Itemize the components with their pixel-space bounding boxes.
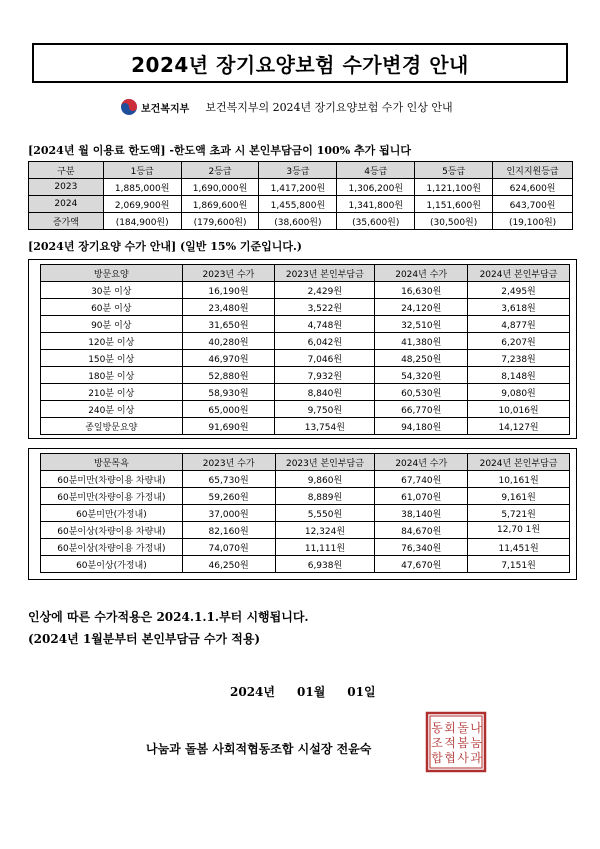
value-cell: 60,530원 [375,384,468,401]
row-label-cell: 60분미만(차량이용 차량내) [41,471,183,488]
value-cell: 1,121,100원 [415,179,493,196]
row-label-cell: 60분이상(차량이용 가정내) [41,539,183,556]
table-row [41,471,570,488]
value-cell: 38,140원 [375,505,468,522]
ministry-logo-text: 보건복지부 [141,103,190,115]
signer-line: 나눔과 돌봄 사회적협동조합 시설장 전윤숙 [146,742,372,756]
value-cell: 74,070원 [182,539,275,556]
value-cell: 8,148원 [468,367,570,384]
column-header: 2024년 수가 [375,265,468,282]
value-cell: 11,451원 [468,539,570,556]
column-header: 2023년 수가 [182,454,275,471]
value-cell: 61,070원 [375,488,468,505]
value-cell: 7,238원 [468,350,570,367]
value-cell: 76,340원 [375,539,468,556]
ministry-header [120,96,453,118]
value-cell: (35,600원) [337,213,415,230]
value-cell: 10,016원 [468,401,570,418]
row-label-cell: 60분미만(가정내) [41,505,183,522]
value-cell: 91,690원 [182,418,275,435]
table-row [41,384,570,401]
value-cell: 1,869,600원 [181,196,259,213]
column-header: 2024년 수가 [375,454,468,471]
visit-care-table [40,264,570,435]
date-month: 01월 [297,685,326,699]
value-cell: 6,938원 [275,556,375,573]
value-cell: 59,260원 [182,488,275,505]
document-title: 2024년 장기요양보험 수가변경 안내 [32,43,568,83]
row-label-cell: 90분 이상 [41,316,183,333]
value-cell: (19,100원) [493,213,573,230]
limit-table [28,161,573,230]
value-cell: 40,280원 [182,333,275,350]
value-cell: 58,930원 [182,384,275,401]
value-cell: 52,880원 [182,367,275,384]
limit-section-heading: [2024년 월 이용료 한도액] -한도액 초과 시 본인부담금이 100% 추가 됩니다 [28,144,411,157]
value-cell: 48,250원 [375,350,468,367]
value-cell: 624,600원 [493,179,573,196]
value-cell: 11,111원 [275,539,375,556]
value-cell: 2,429원 [275,282,375,299]
value-cell: 5,550원 [275,505,375,522]
column-header: 5등급 [415,162,493,179]
column-header: 2024년 본인부담금 [468,454,570,471]
notice-line-1: 인상에 따른 수가적용은 2024.1.1.부터 시행됩니다. [28,610,309,624]
value-cell: 16,190원 [182,282,275,299]
table-row [29,179,573,196]
table-row [41,333,570,350]
value-cell: 54,320원 [375,367,468,384]
column-header: 방문요양 [41,265,183,282]
value-cell: 41,380원 [375,333,468,350]
value-cell: 13,754원 [275,418,375,435]
value-cell: 1,417,200원 [259,179,337,196]
value-cell: 66,770원 [375,401,468,418]
value-cell: 6,207원 [468,333,570,350]
value-cell: 84,670원 [375,522,468,539]
value-cell: 3,618원 [468,299,570,316]
value-cell: 5,721원 [468,505,570,522]
value-cell: 1,885,000원 [103,179,181,196]
table-row [41,556,570,573]
seal-char: 합 [431,751,443,765]
value-cell: 4,748원 [275,316,375,333]
value-cell: 12,70 1원 [468,522,570,539]
row-label-cell: 150분 이상 [41,350,183,367]
value-cell: 94,180원 [375,418,468,435]
table-row [41,350,570,367]
value-cell: 12,324원 [275,522,375,539]
value-cell: 65,000원 [182,401,275,418]
column-header: 2024년 본인부담금 [468,265,570,282]
value-cell: 37,000원 [182,505,275,522]
value-cell: 4,877원 [468,316,570,333]
row-label-cell: 180분 이상 [41,367,183,384]
row-label-cell: 120분 이상 [41,333,183,350]
column-header: 2등급 [181,162,259,179]
column-header: 구분 [29,162,104,179]
table-row [41,316,570,333]
value-cell: 46,250원 [182,556,275,573]
column-header: 2023년 본인부담금 [275,265,375,282]
column-header: 3등급 [259,162,337,179]
seal-char: 적 [444,736,456,750]
column-header: 4등급 [337,162,415,179]
taegeuk-icon [120,98,138,116]
value-cell: (184,900원) [103,213,181,230]
notice-line-2: (2024년 1월분부터 본인부담금 수가 적용) [28,632,261,646]
value-cell: 23,480원 [182,299,275,316]
value-cell: 2,495원 [468,282,570,299]
official-seal [425,711,487,773]
row-label-cell: 60분미만(차량이용 가정내) [41,488,183,505]
value-cell: 3,522원 [275,299,375,316]
seal-char: 협 [444,751,456,765]
seal-char: 조 [431,736,443,750]
value-cell: (179,600원) [181,213,259,230]
value-cell: 14,127원 [468,418,570,435]
value-cell: 6,042원 [275,333,375,350]
value-cell: 1,151,600원 [415,196,493,213]
column-header: 2023년 수가 [182,265,275,282]
value-cell: 82,160원 [182,522,275,539]
document-date [230,683,376,700]
value-cell: 7,932원 [275,367,375,384]
table-row [41,418,570,435]
table-row [41,299,570,316]
column-header: 1등급 [103,162,181,179]
value-cell: 9,080원 [468,384,570,401]
value-cell: 8,889원 [275,488,375,505]
table-row [29,196,573,213]
row-label-cell: 종일방문요양 [41,418,183,435]
column-header: 방문목욕 [41,454,183,471]
value-cell: 7,151원 [468,556,570,573]
value-cell: (30,500원) [415,213,493,230]
table-row [29,213,573,230]
row-label-cell: 210분 이상 [41,384,183,401]
fee-section-heading: [2024년 장기요양 수가 안내] (일반 15% 기준입니다.) [28,240,303,253]
row-label-cell: 60분이상(차량이용 차량내) [41,522,183,539]
value-cell: 16,630원 [375,282,468,299]
table-row [41,522,570,539]
seal-char: 돌 [457,721,469,735]
value-cell: 9,161원 [468,488,570,505]
value-cell: 1,341,800원 [337,196,415,213]
table-row [41,401,570,418]
value-cell: 67,740원 [375,471,468,488]
column-header: 2023년 본인부담금 [275,454,375,471]
table-row [41,539,570,556]
table-row [41,505,570,522]
value-cell: 31,650원 [182,316,275,333]
date-year: 2024년 [230,685,275,699]
date-day: 01일 [347,685,376,699]
value-cell: 10,161원 [468,471,570,488]
value-cell: 1,455,800원 [259,196,337,213]
value-cell: 47,670원 [375,556,468,573]
value-cell: (38,600원) [259,213,337,230]
row-label-cell: 2023 [29,179,104,196]
seal-char: 사 [457,751,469,765]
value-cell: 2,069,900원 [103,196,181,213]
value-cell: 9,750원 [275,401,375,418]
visit-bath-table [40,453,570,573]
row-label-cell: 2024 [29,196,104,213]
value-cell: 1,306,200원 [337,179,415,196]
seal-char: 과 [470,751,482,765]
seal-char: 봄 [457,736,469,750]
value-cell: 24,120원 [375,299,468,316]
value-cell: 65,730원 [182,471,275,488]
value-cell: 9,860원 [275,471,375,488]
value-cell: 643,700원 [493,196,573,213]
seal-char: 회 [444,721,456,735]
value-cell: 7,046원 [275,350,375,367]
ministry-logo [120,98,189,116]
row-label-cell: 60분이상(가정내) [41,556,183,573]
ministry-subtitle: 보건복지부의 2024년 장기요양보험 수가 인상 안내 [205,101,453,114]
seal-char: 나 [470,721,482,735]
column-header: 인지지원등급 [493,162,573,179]
value-cell: 8,840원 [275,384,375,401]
value-cell: 46,970원 [182,350,275,367]
seal-char: 눔 [470,736,482,750]
value-cell: 32,510원 [375,316,468,333]
table-row [41,367,570,384]
row-label-cell: 증가액 [29,213,104,230]
row-label-cell: 30분 이상 [41,282,183,299]
table-row [41,282,570,299]
table-row [41,488,570,505]
seal-char: 동 [431,721,443,735]
row-label-cell: 60분 이상 [41,299,183,316]
value-cell: 1,690,000원 [181,179,259,196]
row-label-cell: 240분 이상 [41,401,183,418]
